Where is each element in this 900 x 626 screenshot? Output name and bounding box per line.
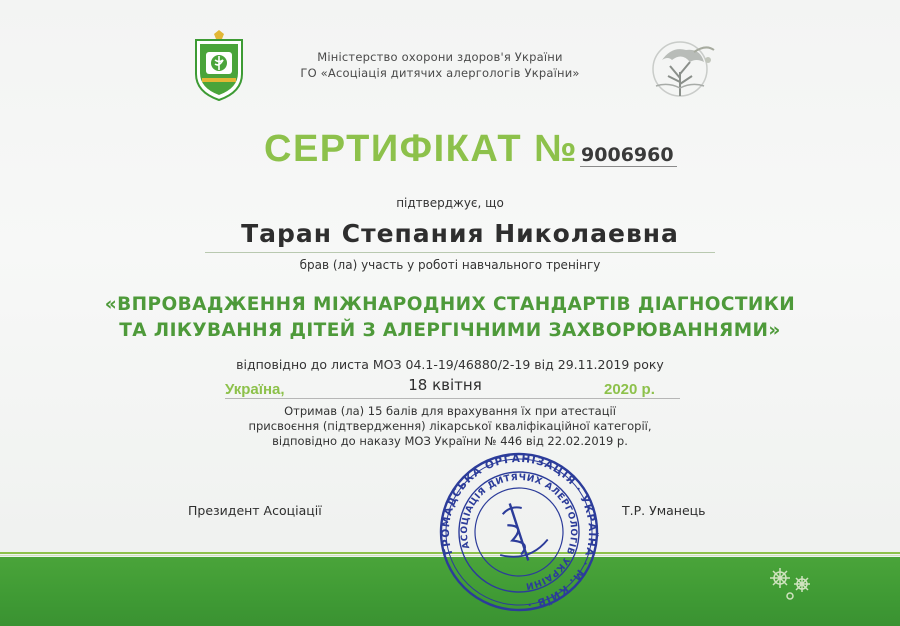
certificate-title bbox=[264, 128, 694, 178]
tree-logo-icon bbox=[642, 38, 724, 104]
stamp-outer-text: ГРОМАДСЬКА ОРГАНІЗАЦІЯ · УКРАЇНА · М. КИЇВ · bbox=[439, 452, 599, 611]
confirms-label: підтверджує, що bbox=[396, 196, 504, 210]
participation-text: брав (ла) участь у роботі навчального тренінгу bbox=[299, 258, 601, 272]
issue-year: 2020 р. bbox=[604, 381, 655, 398]
president-label: Президент Асоціації bbox=[188, 503, 322, 518]
snowflake-ornament-icon bbox=[760, 560, 820, 604]
date-underline bbox=[225, 398, 680, 399]
training-title bbox=[40, 292, 860, 344]
training-title-line: ТА ЛІКУВАННЯ ДІТЕЙ З АЛЕРГІЧНИМИ ЗАХВОРЮВАННЯМИ» bbox=[119, 320, 781, 341]
title-word: СЕРТИФІКАТ № bbox=[264, 128, 579, 170]
recipient-name: Таран Степания Николаевна bbox=[241, 219, 679, 248]
certificate-number: 9006960 bbox=[580, 144, 677, 167]
ministry-emblem-icon bbox=[192, 30, 246, 102]
recipient-underline bbox=[205, 252, 715, 253]
training-title-line: «ВПРОВАДЖЕННЯ МІЖНАРОДНИХ СТАНДАРТІВ ДІАГНОСТИКИ bbox=[104, 294, 796, 315]
ministry-name: Міністерство охорони здоров'я України bbox=[317, 50, 563, 64]
stamp-inner-text: АСОЦІАЦІЯ ДИТЯЧИХ АЛЕРГОЛОГІВ УКРАЇНИ bbox=[459, 472, 579, 591]
association-name: ГО «Асоціація дитячих алергологів України» bbox=[300, 66, 580, 80]
round-seal-icon bbox=[424, 452, 614, 612]
signer-name: Т.Р. Уманець bbox=[622, 503, 706, 518]
points-statement bbox=[220, 404, 680, 449]
letter-reference: відповідно до листа МОЗ 04.1-19/46880/2-19 від 29.11.2019 року bbox=[236, 357, 664, 372]
points-line: відповідно до наказу МОЗ України № 446 від 22.02.2019 р. bbox=[272, 434, 628, 448]
points-line: Отримав (ла) 15 балів для врахування їх при атестації bbox=[284, 404, 616, 418]
ministry-header bbox=[240, 49, 640, 81]
place-label: Україна, bbox=[225, 381, 285, 398]
points-line: присвоєння (підтвердження) лікарської кваліфікаційної категорії, bbox=[248, 419, 652, 433]
issue-date: 18 квітня bbox=[408, 376, 482, 394]
